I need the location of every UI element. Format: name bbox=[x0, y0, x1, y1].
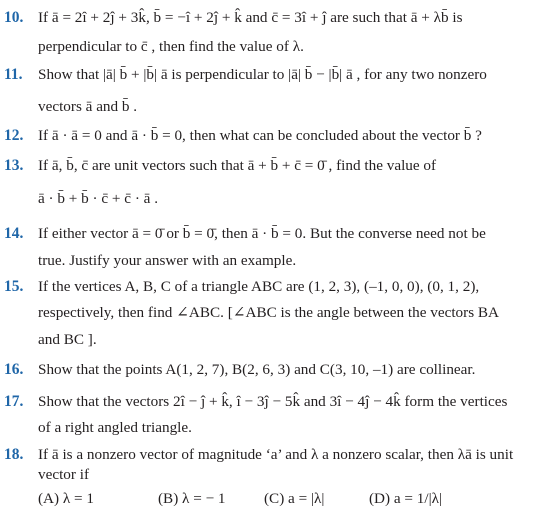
exercise-text-line: If ā is a nonzero vector of magnitude ‘a’ and λ a nonzero scalar, then λā is unit bbox=[38, 446, 514, 463]
exercise-text-line: of a right angled triangle. bbox=[38, 419, 192, 436]
exercise-text-line: If ā, b̄, c̄ are unit vectors such that ā + b̄ + c̄ = 0̄ , find the value of bbox=[38, 157, 437, 174]
option-a: (A) λ = 1 bbox=[38, 490, 94, 507]
exercise-number: 12. bbox=[4, 127, 24, 144]
option-c: (C) a = |λ| bbox=[264, 490, 325, 507]
exercise-number: 14. bbox=[4, 225, 24, 242]
exercise-number: 18. bbox=[4, 446, 24, 463]
exercise-text-line: perpendicular to c̄ , then find the value of λ. bbox=[38, 38, 304, 55]
exercise-text-line: If the vertices A, B, C of a triangle ABC are (1, 2, 3), (–1, 0, 0), (0, 1, 2), bbox=[38, 278, 480, 295]
exercise-text-line: vector if bbox=[38, 466, 90, 483]
exercise-text-line: Show that the points A(1, 2, 7), B(2, 6, 3) and C(3, 10, –1) are collinear. bbox=[38, 361, 476, 378]
exercise-text-line: If ā · ā = 0 and ā · b̄ = 0, then what can be concluded about the vector b̄ ? bbox=[38, 127, 482, 144]
option-b: (B) λ = − 1 bbox=[158, 490, 226, 507]
exercise-text-line: If ā = 2î + 2ĵ + 3k̂, b̄ = −î + 2ĵ + k̂ and c̄ = 3î + ĵ are such that ā + λb̄ is bbox=[38, 9, 463, 26]
exercise-text-line: Show that the vectors 2î − ĵ + k̂, î − 3ĵ − 5k̂ and 3î − 4ĵ − 4k̂ form the vertices bbox=[38, 393, 508, 410]
exercise-text-line: vectors ā and b̄ . bbox=[38, 98, 138, 115]
exercise-number: 16. bbox=[4, 361, 24, 378]
exercise-number: 17. bbox=[4, 393, 24, 410]
exercise-text-line: Show that |ā| b̄ + |b̄| ā is perpendicular to |ā| b̄ − |b̄| ā , for any two nonzero bbox=[38, 66, 487, 83]
exercise-number: 13. bbox=[4, 157, 24, 174]
exercise-text-line: true. Justify your answer with an example. bbox=[38, 252, 297, 269]
option-d: (D) a = 1/|λ| bbox=[369, 490, 443, 507]
exercise-number: 11. bbox=[4, 66, 23, 83]
exercise-number: 10. bbox=[4, 9, 24, 26]
exercise-text-line: respectively, then find ∠ABC. [∠ABC is the angle between the vectors BA bbox=[38, 304, 500, 321]
exercise-text-line: If either vector ā = 0̄ or b̄ = 0̄, then ā · b̄ = 0. But the converse need not be bbox=[38, 225, 486, 242]
exercise-text-line: ā · b̄ + b̄ · c̄ + c̄ · ā . bbox=[38, 190, 159, 207]
exercise-number: 15. bbox=[4, 278, 24, 295]
exercise-text-line: and BC ]. bbox=[38, 331, 97, 348]
